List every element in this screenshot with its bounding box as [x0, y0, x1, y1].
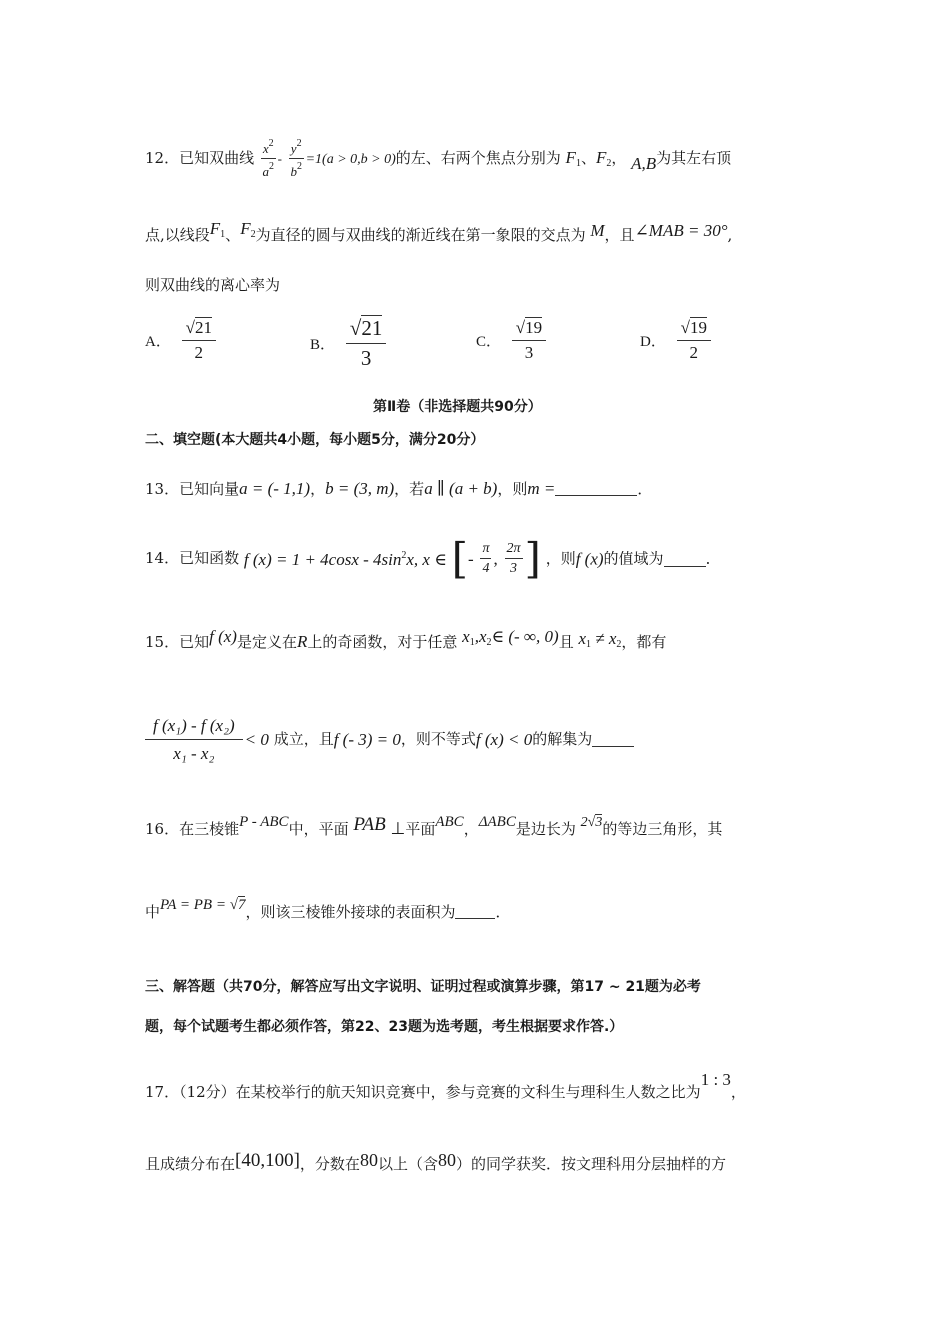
q12-line2-sep: 、: [225, 226, 241, 244]
option-c-label: C．: [476, 334, 502, 350]
lt-zero: < 0: [244, 730, 269, 750]
q14-text1: 已知函数: [179, 549, 240, 567]
option-c-value: $\frac{√19}{3}$: [512, 318, 546, 363]
option-b-value: $\frac{√21}{3}$: [346, 316, 387, 371]
triangle-abc: ΔABC: [478, 814, 516, 830]
q14-fx: f (x): [575, 549, 604, 569]
q13-end: ．: [637, 480, 653, 498]
vector-b: b = (3, m): [325, 479, 395, 498]
q16-number: 16．: [145, 820, 180, 838]
q13-text1: 已知向量: [179, 480, 240, 498]
side-length: 2√3: [580, 815, 603, 830]
option-a-value: $\frac{√21}{2}$: [182, 318, 216, 363]
q16-line1: [145, 815, 722, 837]
q15-line1: [145, 628, 666, 650]
q15-text6: 成立，且: [273, 730, 334, 749]
m-equals: m =: [527, 479, 556, 498]
q14-number: 14．: [145, 549, 180, 567]
q16-text1: 在三棱锥: [179, 820, 240, 838]
q12-text3: 为其左右顶: [656, 148, 732, 167]
q13-number: 13．: [145, 480, 180, 498]
q17-comma: ，: [730, 1083, 746, 1101]
q15-number: 15．: [145, 633, 180, 651]
q15-text5: ，都有: [621, 633, 667, 651]
option-d-value: $\frac{√19}{2}$: [677, 318, 711, 363]
section3-line2: 题，每个试题考生都必须作答，第22、23题为选考题，考生根据要求作答.）: [145, 1019, 624, 1035]
score-80-inclusive: 80: [437, 1150, 456, 1170]
focus-f1: $F_1$: [565, 147, 581, 169]
hyperbola-rest: =1(a > 0,b > 0): [305, 151, 396, 167]
q12-line1: 12．已知双曲线 $\frac{x^2}{a^2}$ - $\frac{y^2}{b^2}$ =1(a > 0,b > 0)的左、右两个焦点分别为 $F_1$、$F_2$， A,B为其左右顶: [145, 138, 732, 179]
q12-line2: [145, 220, 732, 243]
q15-fx: f (x): [209, 627, 237, 646]
angle-mab: ∠MAB = 30°: [634, 221, 728, 240]
pa-pb: PA = PB = √7: [160, 897, 246, 913]
option-c[interactable]: [476, 318, 546, 363]
option-b-label: B．: [310, 337, 336, 353]
vector-a: a = (- 1,1): [239, 479, 311, 498]
q15-answer-blank[interactable]: [592, 732, 634, 747]
q17-text1: （12分）在某校举行的航天知识竞赛中，参与竞赛的文科生与理科生人数之比为: [179, 1083, 701, 1101]
q17-line2-b: ，分数在: [299, 1155, 360, 1173]
q12-line2-b: 为直径的圆与双曲线的渐近线在第一象限的交点为: [255, 226, 586, 244]
q12-text2: 的左、右两个焦点分别为: [395, 148, 561, 167]
focus-f2: $F_2$: [595, 147, 612, 169]
q14-answer-blank[interactable]: [664, 552, 706, 567]
q16-line2-b: ，则该三棱锥外接球的表面积为: [245, 903, 456, 921]
q12-line3: 则双曲线的离心率为: [145, 276, 281, 294]
set-r: R: [296, 632, 308, 651]
q12-number: 12．: [145, 148, 180, 167]
q14-text2: ，则: [545, 549, 576, 568]
q14-text3: 的值域为: [603, 549, 664, 568]
q13-line: [145, 480, 652, 497]
q17-line2: [145, 1151, 726, 1172]
option-d[interactable]: [640, 318, 711, 363]
x1-x2: $x_1,x_2$: [462, 627, 492, 648]
interval-lower-fraction: $\frac{\pi}{4}$: [482, 540, 490, 576]
q15-text7: ，则不等式: [400, 730, 476, 749]
q17-line1: [145, 1071, 746, 1100]
q13-c1: ，: [310, 480, 326, 498]
f-neg3: f (- 3) = 0: [333, 730, 401, 750]
q15-text2: 是定义在: [236, 633, 297, 651]
point-m: M: [590, 221, 605, 240]
q14-function: f $(x) = 1 + 4\cos x - 4\sin^2x$, x ∈: [243, 549, 447, 569]
segment-f1: $F_1$: [209, 219, 226, 240]
plane-pab: PAB: [353, 814, 386, 835]
x1-neq-x2: $x_1 \ne x_2$: [578, 629, 622, 650]
q15-line2: [145, 716, 634, 763]
q16-end: ．: [495, 903, 511, 921]
q12-sep: 、: [580, 148, 596, 167]
q12-line2-c: ，且: [604, 226, 635, 244]
q17-number: 17．: [145, 1083, 180, 1101]
interval-left-bracket: [: [451, 534, 468, 583]
option-a-label: A．: [145, 334, 171, 350]
q14-line: [145, 534, 721, 583]
option-b[interactable]: [310, 316, 386, 371]
option-d-label: D．: [640, 334, 666, 350]
q17-line2-d: ）的同学获奖．按文理科用分层抽样的方: [455, 1155, 726, 1173]
option-a[interactable]: [145, 318, 216, 363]
q16-c1: ，: [463, 820, 479, 838]
domain-interval: ∈ (- ∞, 0): [491, 627, 559, 646]
interval-right-bracket: ]: [524, 534, 541, 583]
inequality: f (x) < 0: [475, 730, 533, 750]
q13-answer-blank[interactable]: [555, 481, 637, 496]
q13-c3: ，则: [497, 480, 528, 498]
q17-line2-c: 以上（含: [377, 1155, 438, 1173]
vertices-ab: A,B: [631, 153, 657, 173]
q16-text3: 平面: [405, 820, 436, 838]
difference-quotient: $\frac{\text{f (x₁) - f (x₂)}}{\text{x₁ - x₂}}$: [145, 716, 243, 763]
q12-line2-end: ,: [727, 226, 733, 244]
section2-title: 二、填空题(本大题共4小题，每小题5分，满分20分）: [145, 432, 485, 448]
hyperbola-x-fraction: $\frac{x^2}{a^2}$: [262, 138, 275, 179]
q15-text1: 已知: [179, 633, 210, 651]
hyperbola-y-fraction: $\frac{y^2}{b^2}$: [290, 138, 302, 179]
q12-comma: ，: [611, 148, 627, 167]
plane-abc: ABC: [435, 814, 464, 830]
part2-title: 第Ⅱ卷（非选择题共90分）: [373, 399, 542, 415]
q16-text5: 的等边三角形，其: [602, 820, 723, 838]
q15-text8: 的解集为: [532, 730, 593, 749]
q16-line2-a: 中: [145, 903, 161, 921]
interval-upper-fraction: $\frac{2\pi}{3}$: [506, 540, 521, 576]
q15-text4: 且: [558, 633, 574, 651]
q16-line2: [145, 898, 510, 920]
pyramid-pabc: P - ABC: [239, 814, 289, 830]
q14-end: ．: [705, 549, 721, 568]
q16-text2: 中，平面: [288, 820, 349, 838]
perp-symbol: ⊥: [390, 819, 406, 838]
segment-f2: $F_2$: [240, 219, 256, 240]
q13-c2: ，若: [394, 480, 425, 498]
q15-text3: 上的奇函数，对于任意: [307, 633, 458, 651]
parallel-condition: a ∥ (a + b): [424, 479, 498, 498]
score-80: 80: [359, 1150, 378, 1170]
score-range: [40,100]: [235, 1150, 300, 1171]
q12-text1: 已知双曲线: [179, 148, 255, 167]
ratio-value: 1 : 3: [700, 1070, 731, 1089]
section3-line1: 三、解答题（共70分，解答应写出文字说明、证明过程或演算步骤，第17 ~ 21题为必考: [145, 979, 701, 995]
q16-text4: 是边长为: [515, 820, 576, 838]
q17-line2-a: 且成绩分布在: [145, 1155, 236, 1173]
interval-sep: ,: [493, 549, 498, 569]
interval-minus: -: [468, 549, 474, 569]
q12-line2-a: 点,以线段: [145, 226, 210, 244]
q16-answer-blank[interactable]: [455, 904, 495, 919]
